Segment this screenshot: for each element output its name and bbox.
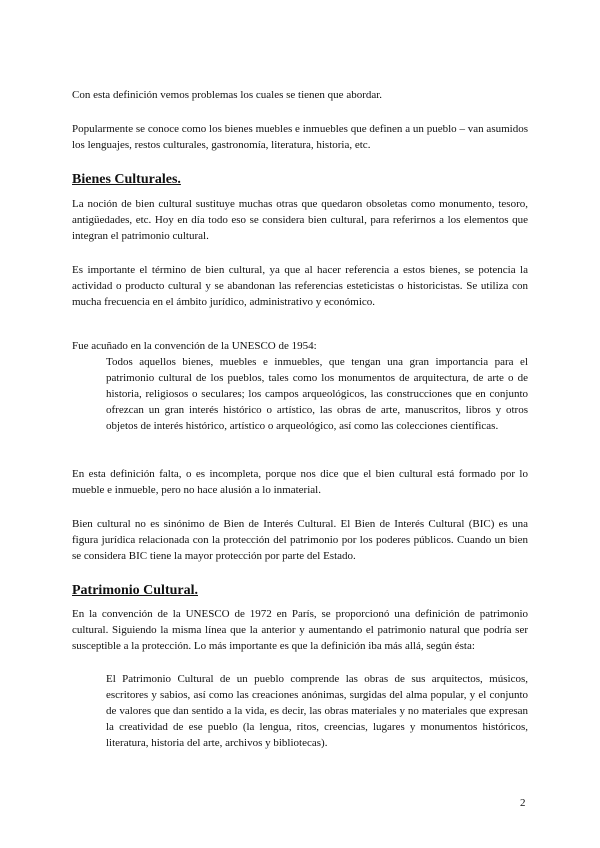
page-number: 2	[520, 797, 526, 809]
paragraph-nocion: La noción de bien cultural sustituye muchas otras que quedaron obsoletas como monumento, tesoro, antigüedades, etc. Hoy en día todo eso se considera bien cultural, para referirnos a los elementos que integran el patrimonio cultural.	[72, 198, 528, 242]
quote-unesco-1972: El Patrimonio Cultural de un pueblo comprende las obras de sus arquitectos, músicos, escritores y sabios, así como las creaciones anónimas, surgidas del alma popular, y el conjunto de valores que dan sentido a la vida, es decir, las obras materiales y no materiales que expresan la creatividad de ese pueblo (la lengua, ritos, creencias, lugares y monumentos históricos, literatura, historia del arte, archivos y bibliotecas).	[106, 673, 528, 749]
paragraph-bic: Bien cultural no es sinónimo de Bien de Interés Cultural. El Bien de Interés Cultural (BIC) es una figura jurídica relacionada con la protección del patrimonio por los poderes públicos. Cuando un bien se considera BIC tiene la mayor protección por parte del Estado.	[72, 518, 528, 562]
paragraph-popular: Popularmente se conoce como los bienes muebles e inmuebles que definen a un pueblo – van asumidos los lenguajes, restos culturales, gastronomía, literatura, historia, etc.	[72, 123, 528, 151]
paragraph-convencion-1972: En la convención de la UNESCO de 1972 en París, se proporcionó una definición de patrimonio cultural. Siguiendo la misma línea que la anterior y aumentando el patrimonio natural que podría ser susceptible a la protección. Lo más importante es que la definición iba más allá, según ésta:	[72, 608, 528, 652]
quote-unesco-1954: Todos aquellos bienes, muebles e inmuebles, que tengan una gran importancia para el patrimonio cultural de los pueblos, tales como los monumentos de arquitectura, de arte o de historia, religiosos o seculares; los campos arqueológicos, las construcciones que en conjunto ofrezcan un gran interés histórico o artístico, las obras de arte, manuscritos, libros y otros objetos de interés histórico, artístico o arqueológico, así como las colecciones científicas.	[106, 356, 528, 432]
paragraph-intro: Con esta definición vemos problemas los cuales se tienen que abordar.	[72, 89, 383, 101]
paragraph-acunado: Fue acuñado en la convención de la UNESCO de 1954:	[72, 340, 317, 352]
paragraph-falta: En esta definición falta, o es incompleta, porque nos dice que el bien cultural está formado por lo mueble e inmueble, pero no hace alusión a lo inmaterial.	[72, 468, 528, 496]
heading-patrimonio-cultural: Patrimonio Cultural.	[72, 583, 198, 598]
heading-bienes-culturales: Bienes Culturales.	[72, 172, 181, 187]
paragraph-importante: Es importante el término de bien cultural, ya que al hacer referencia a estos bienes, se potencia la actividad o producto cultural y se abandonan las referencias esteticistas o historicistas. Se utiliza con mucha frecuencia en el ámbito jurídico, administrativo y económico.	[72, 264, 528, 308]
